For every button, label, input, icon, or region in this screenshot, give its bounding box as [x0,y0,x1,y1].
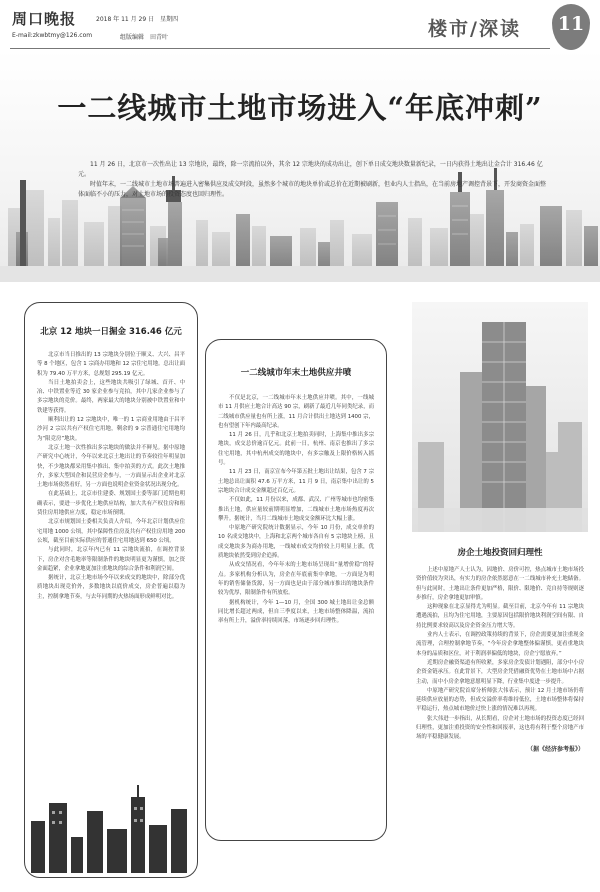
story-supply-column [205,339,387,841]
masthead-rule [10,48,550,49]
story-beijing-column [24,302,198,878]
paragraph: 中原地产研究院首席分析师张大伟表示，预计 12 月土地市场仍将延续供应放量的态势，但成交溢价率将维持低位，土地市场整体将保持平稳运行，热点城市地价过快上涨的情况难以再现。 [416,687,584,713]
lead-paragraphs [78,160,548,200]
paragraph: 张大伟进一步指出，从长期看，房企对土地市场的投资态度已经回归理性，更加注重投资的安全性和回报率，这也将有利于整个房地产市场的平稳健康发展。 [416,715,584,741]
paragraph: 北京市当日推出的 13 宗地块分别位于顺义、大兴、昌平等 8 个地区，包含 1 宗商办用地和 12 宗住宅用地。总出让面积为 79.40 万平方米，总规划 295.19 亿元。 [37,352,185,377]
paragraph: 北京市规划国土委相关负责人介绍，今年北京计划供应住宅用地 1000 公顷，其中保障性住房及共有产权住房用地 200 公顷，截至目前实际供应的普通住宅用地达到 650 公顷。 [37,519,185,544]
story-beijing-body [37,351,185,602]
paragraph: 11 月 23 日，南京宣布今年第五批土地出让结果，包含 7 宗土地总出让面积 47.6 万平方米，11 月 9 日，南京集中出让的 5 宗地块合计成交金额超过百亿元。 [218,469,374,494]
paragraph: 与此同时，北京年内已有 11 宗地块流拍，在调控背景下，房企对含毛地率等限制条件的地块明显更为谨慎，加之资金面趋紧，企业拿地更加注重地块的综合条件和利润空间。 [37,547,185,572]
paragraph: 近期房企融资渠道有所收紧，多家房企发债计划遇阻，部分中小房企资金链承压。在此背景下，大型房企凭借融资优势在土地市场中占据主动，而中小房企拿地意愿明显下降，行业集中度进一步提升。 [416,659,584,685]
main-headline: 一二线城市土地市场进入“年底冲刺” [57,91,543,125]
lead-paragraph: 时值年末，一二线城市土地市场普遍进入密集供应及成交时段，虽然多个城市的地块单价或总价在近期被刷新，但业内人士指出，在当前房地产调控背景下，开发商资金面整体面临不小的压力，对土地市场的投资态度也回归理性。 [78,181,547,198]
tower-illustration [412,302,588,532]
issue-date: 2018 年 11 月 29 日 星期四 [96,16,179,23]
page-number-badge [552,4,590,50]
story-rational-body [416,566,584,754]
section-title: 楼市/深读 [428,18,521,40]
paragraph: 在此基础上，北京市住建委、规划国土委等部门近期也明确表示，要进一步优化土地供应结构，加大共有产权住房和租赁住房用地供应力度，稳定市场预期。 [37,491,185,517]
paragraph: 据机构统计，今年 1—10 月，全国 300 城土地出让金总额同比增长超过两成，但自三季度以来，土地市场整体降温，流拍率有所上升，溢价率持续回落，市场逐步回归理性。 [218,599,374,625]
bottom-skyline-illustration [27,781,195,873]
lead-paragraph: 11 月 26 日，北京市一次性出让 13 宗地块，最终，除一宗流拍以外，其余 12 宗地块的成功出让，创下单日成交地块数量新纪录，一日内获得土地出让金合计 316.46 亿元。 [78,161,543,178]
paragraph: 上述中原地产人士认为，因地价、房价可控，热点城市土地市场投资价值较为突出，有实力的房企依然愿意在一二线城市补充土地储备。但与此同时，土地出让条件更加严格，限价、限地价、竞自持等规则逐步推行，房企拿地更加审慎。 [416,567,584,601]
layout-editor: 组版编辑 田青叶 [120,34,169,41]
tower-photo [412,302,588,532]
paragraph: 北京土地一次性推出多宗地块的做法并不鲜见。据中原地产研究中心统计，今年以来北京土地出让的节奏较往年明显加快，不少地块都采用集中推出、集中拍卖的方式。此次土地推介，多家大型国企和民营房企参与，一方面显示出企业对北京土地市场依然看好，另一方面也说明企业资金状况出现分化。 [37,444,185,489]
page-number: 11 [557,13,585,35]
paragraph: 中原地产研究院统计数据显示，今年 10 月份，成交单价的 10 名成交地块中，上海和北京两个城市各自有 5 宗地块上榜，且成交地块多为商办用地，一线城市成交均价较上月明显上涨，优质地块依然受到房企追捧。 [218,525,374,560]
paragraph: 从成交情况看，今年年末的土地市场呈现出“量增价稳”的特点。多家机构分析认为，房企在年底前集中拿地，一方面是为明年的销售储备货源，另一方面也是由于部分城市推出的地块条件较为优厚，限制条件有所放松。 [218,562,374,597]
newspaper-logo: 周口晚报 [12,10,77,28]
story-supply-body [218,394,374,626]
story-rational-title: 房企土地投资回归理性 [457,548,543,558]
paragraph: 不仅如此，11 月份以来，成都、武汉、广州等城市也均密集推出土地，供应量较前期明显增加，二线城市土地市场热度再次攀升。据统计，当月二线城市土地成交金额环比大幅上涨。 [218,497,374,522]
contact-email: E-mail:zkwbtmy@126.com [12,32,93,39]
paragraph: 不仅是北京，一二线城市年末土地供应井喷。其中，一线城市 11 月供应土地合计高达 90 宗，刷新了最近几年同类纪录，而二线城市供应量也有所上涨，11 月合计供出土地达到 1400 宗，也有望创下年内最高纪录。 [218,395,374,429]
paragraph: 当日土地拍卖会上，这些地块共吸引了绿城、首开、中冶、中铁置业等近 30 家企业参与竞拍，其中几家企业参与了多宗地块的竞价。最终，两家最大的地块分别被中铁置业和中铁建等获得。 [37,379,185,414]
story-supply-title: 一二线城市年末土地供应井喷 [240,368,352,378]
paragraph: 业内人士表示，在调控政策持续的背景下，房企需要更加注重现金流管理，合理控制拿地节奏，“今年房企拿地整体偏谨慎，更看重地块本身的品质和区位，对于利润率偏低的地块，房企宁愿放弃。” [416,632,584,657]
paragraph: 顺利出让的 12 宗地块中，唯一的 1 宗商业用地由于昌平沙河 2 宗以共有产权住宅用地，剩余的 9 宗普通住宅用地均为“限竞房”地块。 [37,417,185,442]
source-credit: （据《经济参考报》） [526,745,584,753]
paragraph: 这种现象在北京显得尤为明显。截至目前，北京今年有 11 宗地块遭遇流拍，且均为住宅用地，主要原因包括限价地块利润空间有限、自持比例要求较高以及房企资金压力增大等。 [416,604,584,629]
paragraph: 据统计，北京土地市场今年以来成交的地块中，除部分优质地块出现竞价外，多数地块以底价成交，房企普遍以稳为主，控制拿地节奏，与去年同期的火热场面形成鲜明对比。 [37,575,185,600]
paragraph: 11 月 26 日，几乎和北京土地拍卖同时，上海集中推出多宗地块，成交总价逾百亿元。此前一日，杭州、南京也推出了多宗住宅用地，其中杭州成交的地块中，有多宗触及上限价格转入摇号。 [218,432,374,467]
story-beijing-title: 北京 12 地块一日掘金 316.46 亿元 [40,327,182,337]
